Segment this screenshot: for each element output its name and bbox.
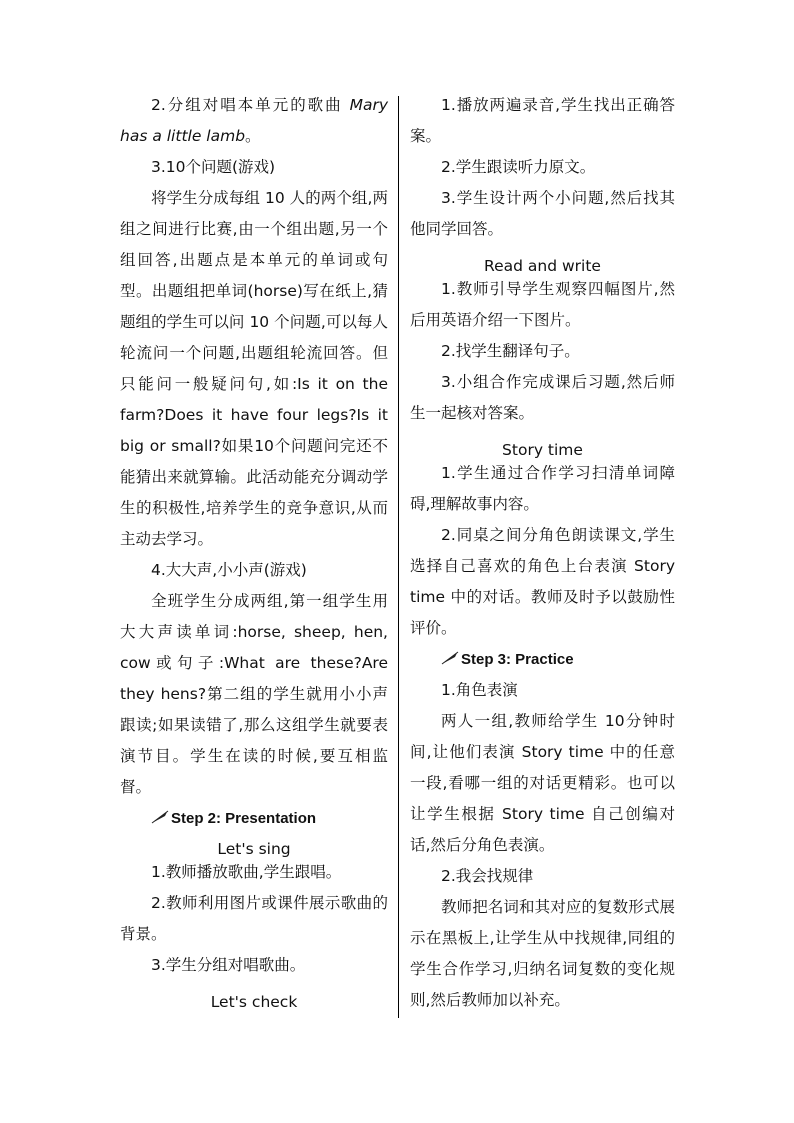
paragraph: 4.大大声,小小声(游戏) [151,561,307,579]
paragraph: 1.播放两遍录音,学生找出正确答案。 [410,96,675,145]
paragraph: 3.学生设计两个小问题,然后找其他同学回答。 [410,189,675,238]
feather-pen-icon [441,651,459,665]
right-column [410,90,675,1016]
section-heading: Read and write [484,257,601,275]
song-title: Mary has a little lamb [120,96,388,145]
column-divider [398,96,399,1018]
paragraph: 将学生分成每组 10 人的两个组,两组之间进行比赛,由一个组出题,另一个组回答,出题点是本单元的单词或句型。出题组把单词(horse)写在纸上,猜题组的学生可以问 10 个问题,可以每人轮流问一个问题,出题组轮流回答。但只能问一般疑问句,如:Is it on the farm?Does it have four legs?Is it big or small?如果10个问题问完还不能猜出来就算输。此活动能充分调动学生的积极性,培养学生的竞争意识,从而主动去学习。 [120,189,388,548]
paragraph: 3.学生分组对唱歌曲。 [151,956,306,974]
section-heading: Let's sing [217,840,291,858]
step-heading: Step 3: Practice [441,644,675,675]
paragraph: 2.分组对唱本单元的歌曲 Mary has a little lamb。 [120,96,388,145]
paragraph: 全班学生分成两组,第一组学生用大大声读单词:horse, sheep, hen, cow或句子:What are these?Are they hens?第二组的学生就用小小声跟读;如果读错了,那么这组学生就要表演节目。学生在读的时候,要互相监督。 [120,592,388,796]
paragraph: 2.找学生翻译句子。 [441,342,580,360]
paragraph: 2.学生跟读听力原文。 [441,158,596,176]
step-heading: Step 2: Presentation [151,803,388,834]
section-heading: Let's check [210,993,298,1011]
left-column [120,90,388,1018]
feather-pen-icon [151,810,169,824]
paragraph: 1.角色表演 [441,681,518,699]
paragraph: 3.10个问题(游戏) [151,158,276,176]
paragraph: 1.教师引导学生观察四幅图片,然后用英语介绍一下图片。 [410,280,675,329]
paragraph: 两人一组,教师给学生 10分钟时间,让他们表演 Story time 中的任意一段,看哪一组的对话更精彩。也可以让学生根据 Story time 自己创编对话,然后分角色表演。 [410,712,675,854]
paragraph: 2.同桌之间分角色朗读课文,学生选择自己喜欢的角色上台表演 Story time 中的对话。教师及时予以鼓励性评价。 [410,526,675,637]
paragraph: 1.教师播放歌曲,学生跟唱。 [151,863,342,881]
paragraph: 1.学生通过合作学习扫清单词障碍,理解故事内容。 [410,464,675,513]
paragraph: 教师把名词和其对应的复数形式展示在黑板上,让学生从中找规律,同组的学生合作学习,归纳名词复数的变化规则,然后教师加以补充。 [410,898,675,1009]
paragraph: 3.小组合作完成课后习题,然后师生一起核对答案。 [410,373,675,422]
paragraph: 2.我会找规律 [441,867,534,885]
paragraph: 2.教师利用图片或课件展示歌曲的背景。 [120,894,388,943]
section-heading: Story time [502,441,583,459]
